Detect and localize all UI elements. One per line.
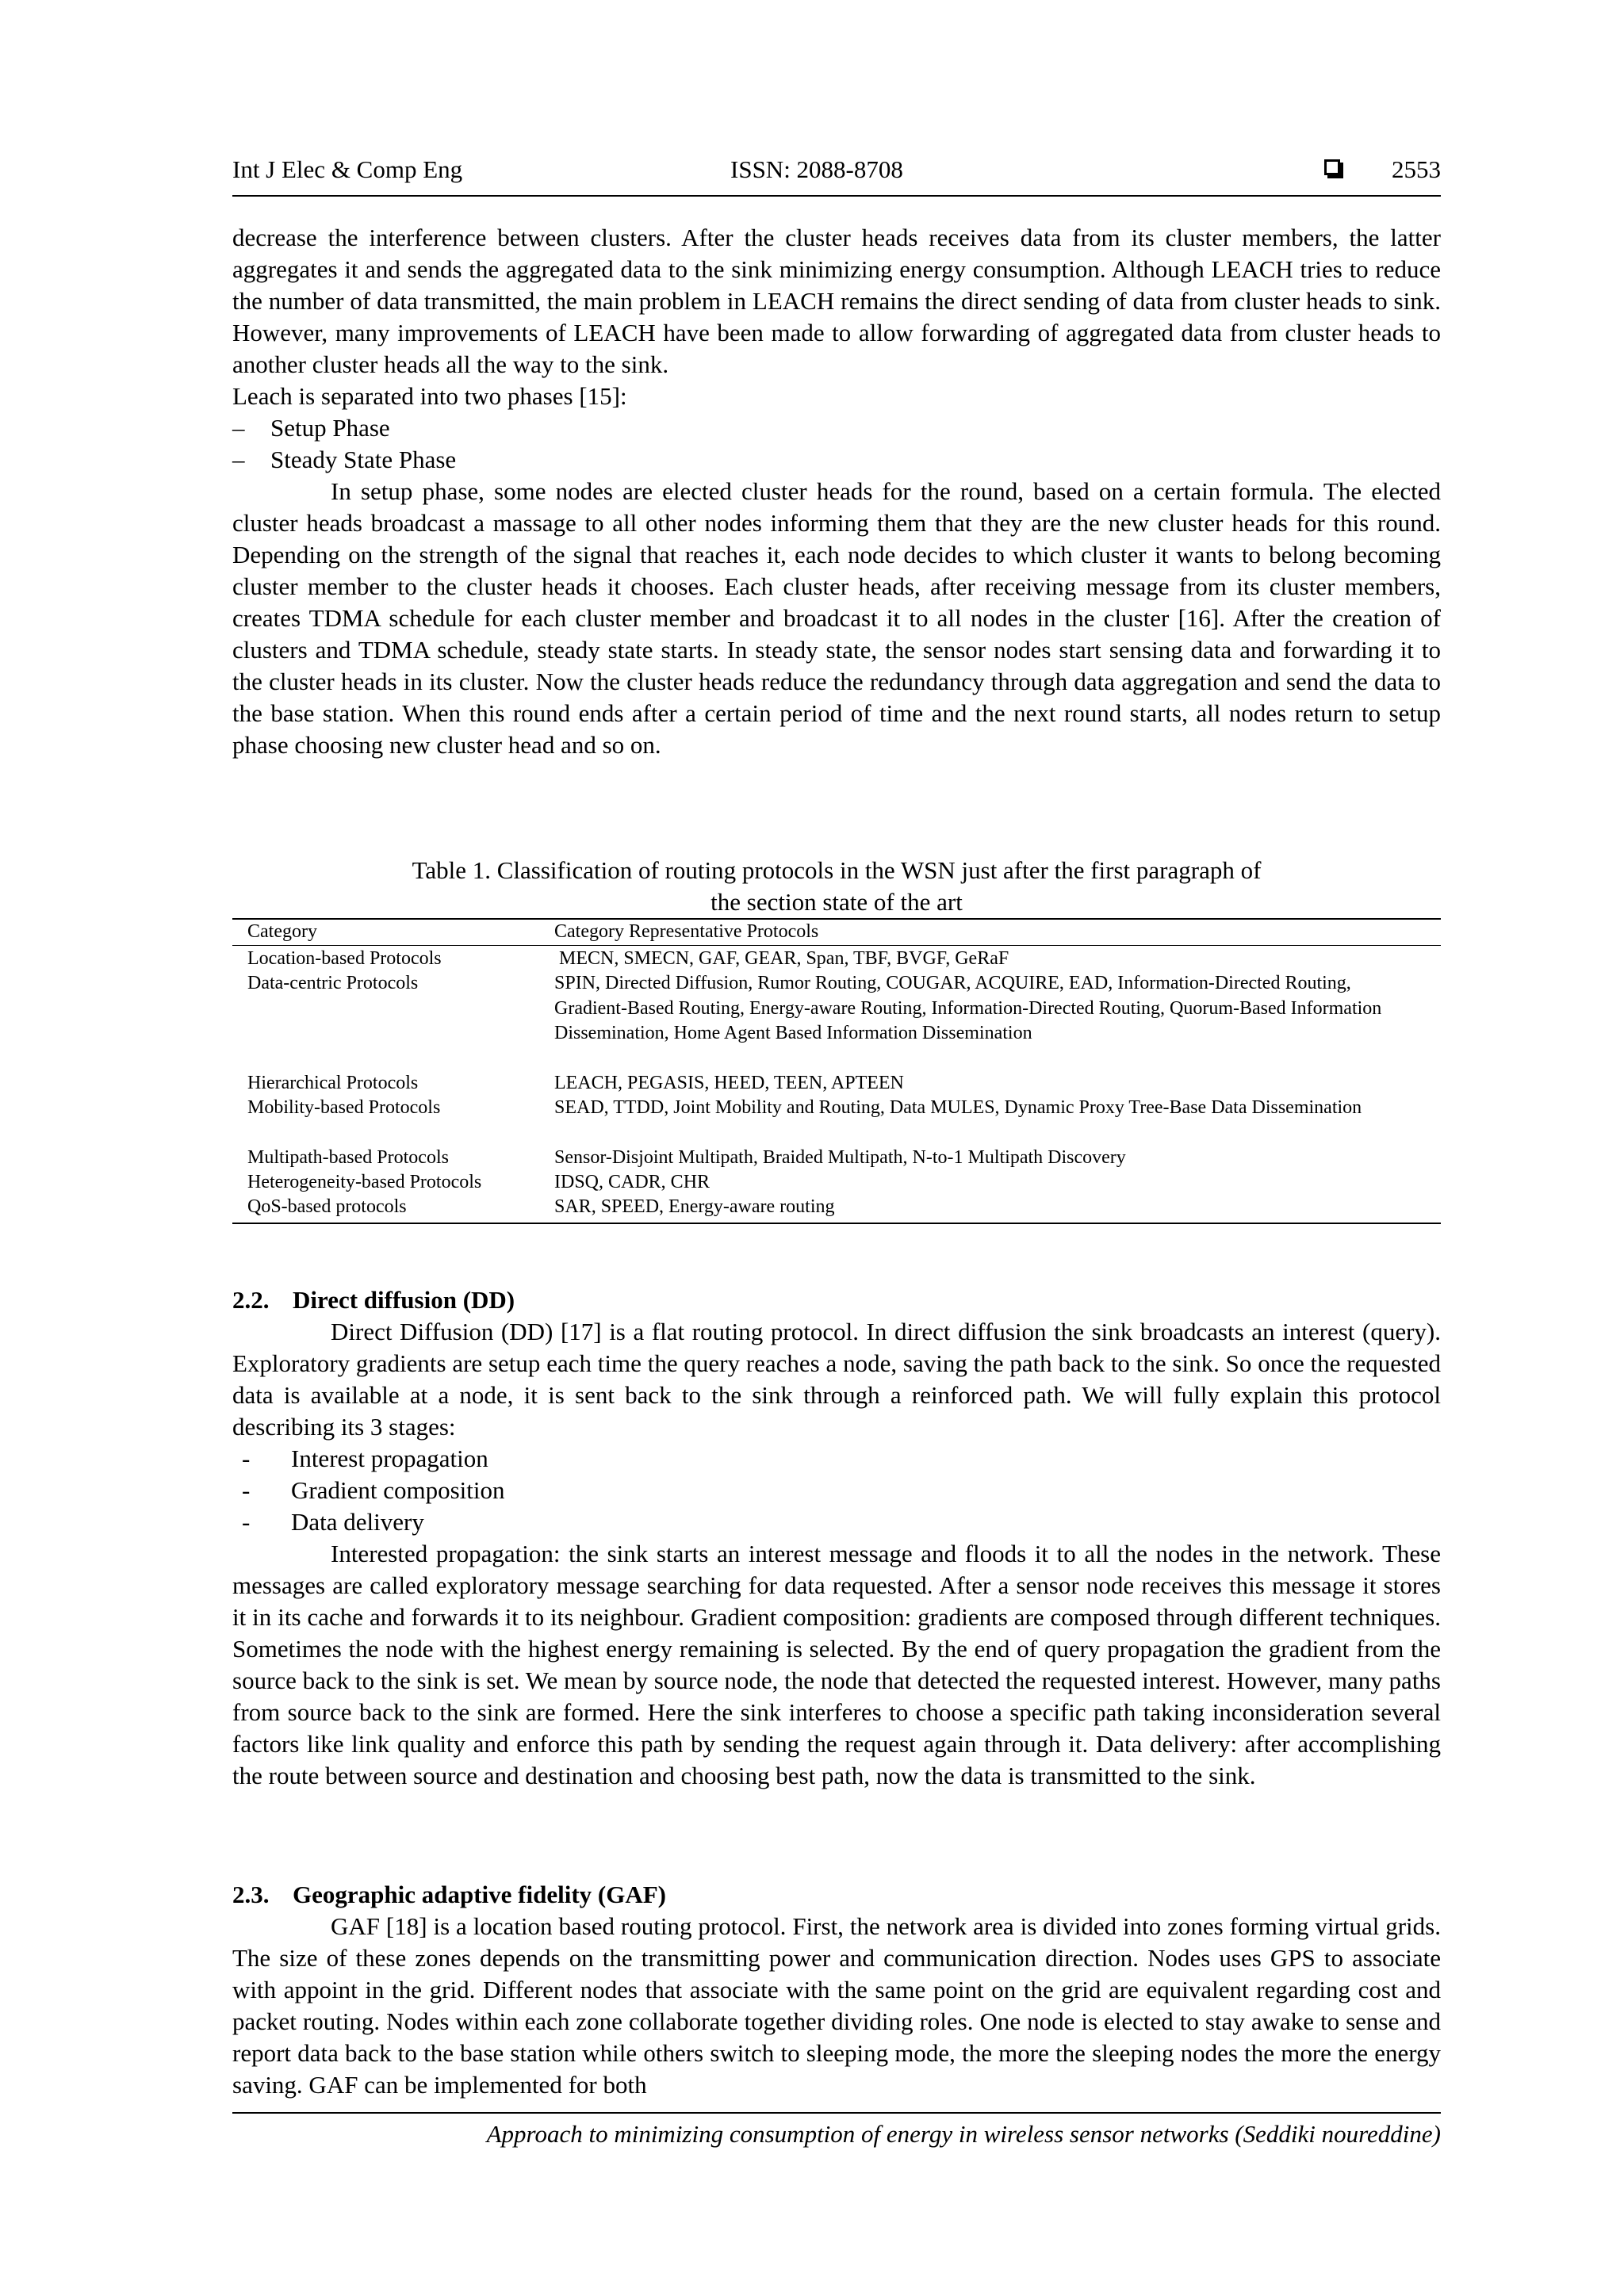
table-cell-protocols: LEACH, PEGASIS, HEED, TEEN, APTEEN: [554, 1073, 904, 1093]
section-number: 2.3.: [232, 1881, 270, 1908]
table-cell-protocols: MECN, SMECN, GAF, GEAR, Span, TBF, BVGF, GeRaF: [559, 948, 1009, 969]
table-cell-protocols: SPIN, Directed Diffusion, Rumor Routing, COUGAR, ACQUIRE, EAD, Information-Directed Routing, Gradient-Based Routing, Energy-aware Routing, Information-Directed Routing, Quorum-Based Information Dissemination, Home Agent Based Information Dissemination: [554, 973, 1382, 1043]
setup-paragraph: In setup phase, some nodes are elected cluster heads for the round, based on a certain formula. The elected cluster heads broadcast a massage to all other nodes informing them that they are the new cluster heads for this round. Depending on the strength of the signal that reaches it, each node decides to which cluster it wants to belong becoming cluster member to the cluster heads it chooses. Each cluster heads, after receiving message from its cluster members, creates TDMA schedule for each cluster member and broadcast it to all nodes in the cluster [16]. After the creation of clusters and TDMA schedule, steady state starts. In steady state, the sensor nodes start sensing data and forwarding it to the cluster heads in its cluster. Now the cluster heads reduce the redundancy through data aggregation and send the data to the base station. When this round ends after a certain period of time and the next round starts, all nodes return to setup phase choosing new cluster head and so on.: [232, 477, 1441, 759]
intro-block: [232, 222, 1441, 412]
table-cell-category: Hierarchical Protocols: [247, 1073, 419, 1093]
table-cell-protocols: SAR, SPEED, Energy-aware routing: [554, 1196, 835, 1217]
section-heading-gaf: [232, 1879, 666, 1911]
bullet-marker: –: [232, 446, 245, 473]
table-cell-protocols: Sensor-Disjoint Multipath, Braided Multipath, N-to-1 Multipath Discovery: [554, 1147, 1126, 1168]
bullet-text: Data delivery: [291, 1508, 424, 1536]
dd-block: [232, 1316, 1441, 1443]
table-cell-category: Heterogeneity-based Protocols: [247, 1172, 482, 1192]
journal-name: Int J Elec & Comp Eng: [232, 155, 463, 183]
running-header: [232, 155, 1441, 190]
table-caption-line: the section state of the art: [710, 888, 963, 916]
footer-rule: [232, 2112, 1441, 2114]
table-cell-category: Location-based Protocols: [247, 948, 442, 969]
bullet-text: Steady State Phase: [270, 446, 457, 473]
table-cell-category: Multipath-based Protocols: [247, 1147, 449, 1168]
issn: ISSN: 2088-8708: [730, 155, 903, 183]
gaf-paragraph: GAF [18] is a location based routing protocol. First, the network area is divided into zones forming virtual grids. The size of these zones depends on the transmitting power and communication direction. Nodes uses GPS to associate with appoint in the grid. Different nodes that associate with the same point on the grid are equivalent regarding cost and packet routing. Nodes within each zone collaborate together dividing roles. One node is elected to stay awake to sense and report data back to the base station while others switch to sleeping mode, the more the sleeping nodes the more the energy saving. GAF can be implemented for both: [232, 1912, 1441, 2099]
section-title: Geographic adaptive fidelity (GAF): [293, 1881, 666, 1908]
setup-block: [232, 476, 1441, 761]
bullet-marker: -: [242, 1508, 251, 1536]
table-cell-protocols: SEAD, TTDD, Joint Mobility and Routing, Data MULES, Dynamic Proxy Tree-Base Data Dissemination: [554, 1097, 1362, 1118]
column-header: Category: [247, 921, 317, 942]
table-header-rule: [232, 945, 1441, 946]
gaf-block: [232, 1911, 1441, 2101]
bullet-marker: -: [242, 1445, 251, 1472]
table-cell-category: QoS-based protocols: [247, 1196, 407, 1217]
bullet-text: Setup Phase: [270, 414, 390, 442]
column-header: Category Representative Protocols: [554, 921, 819, 942]
section-heading-dd: [232, 1284, 515, 1316]
table-caption-line: Table 1. Classification of routing protocols in the WSN just after the first paragraph of: [412, 856, 1262, 884]
table-cell-category: Data-centric Protocols: [247, 973, 419, 993]
table-caption: [232, 855, 1441, 918]
phases-line: Leach is separated into two phases [15]:: [232, 382, 627, 410]
bullet-text: Interest propagation: [291, 1445, 488, 1472]
bullet-marker: –: [232, 414, 245, 442]
checkbox-square-icon: [1324, 159, 1340, 175]
dd-paragraph: Direct Diffusion (DD) [17] is a flat routing protocol. In direct diffusion the sink broadcasts an interest (query). Exploratory gradients are setup each time the query reaches a node, saving the path back to the sink. So once the requested data is available at a node, it is sent back to the sink through a reinforced path. We will fully explain this protocol describing its 3 stages:: [232, 1318, 1441, 1441]
table-bottom-rule: [232, 1223, 1441, 1224]
table-cell-protocols: IDSQ, CADR, CHR: [554, 1172, 710, 1192]
page-number: 2553: [1392, 155, 1441, 183]
intro-paragraph: decrease the interference between clusters. After the cluster heads receives data from its cluster members, the latter aggregates it and sends the aggregated data to the sink minimizing energy consumption. Although LEACH tries to reduce the number of data transmitted, the main problem in LEACH remains the direct sending of data from cluster heads to sink. However, many improvements of LEACH have been made to allow forwarding of aggregated data from cluster heads to another cluster heads all the way to the sink.: [232, 224, 1441, 378]
section-number: 2.2.: [232, 1286, 270, 1314]
bullet-text: Gradient composition: [291, 1476, 505, 1504]
running-footer: Approach to minimizing consumption of energy in wireless sensor networks (Seddiki noureddine): [486, 2120, 1441, 2148]
dd-paragraph-2: Interested propagation: the sink starts an interest message and floods it to all the nodes in the network. These messages are called exploratory message searching for data requested. After a sensor node receives this message it stores it in its cache and forwards it to its neighbour. Gradient composition: gradients are composed through different techniques. Sometimes the node with the highest energy remaining is selected. By the end of query propagation the gradient from the source back to the sink is set. We mean by source node, the node that detected the requested interest. However, many paths from source back to the sink are formed. Here the sink interferes to choose a specific path taking inconsideration several factors like link quality and enforce this path by sending the request again through it. Data delivery: after accomplishing the route between source and destination and choosing best path, now the data is transmitted to the sink.: [232, 1540, 1441, 1789]
dd-block-2: [232, 1538, 1441, 1792]
table-cell-category: Mobility-based Protocols: [247, 1097, 441, 1118]
bullet-marker: -: [242, 1476, 251, 1504]
header-rule: [232, 195, 1441, 197]
section-title: Direct diffusion (DD): [293, 1286, 515, 1314]
